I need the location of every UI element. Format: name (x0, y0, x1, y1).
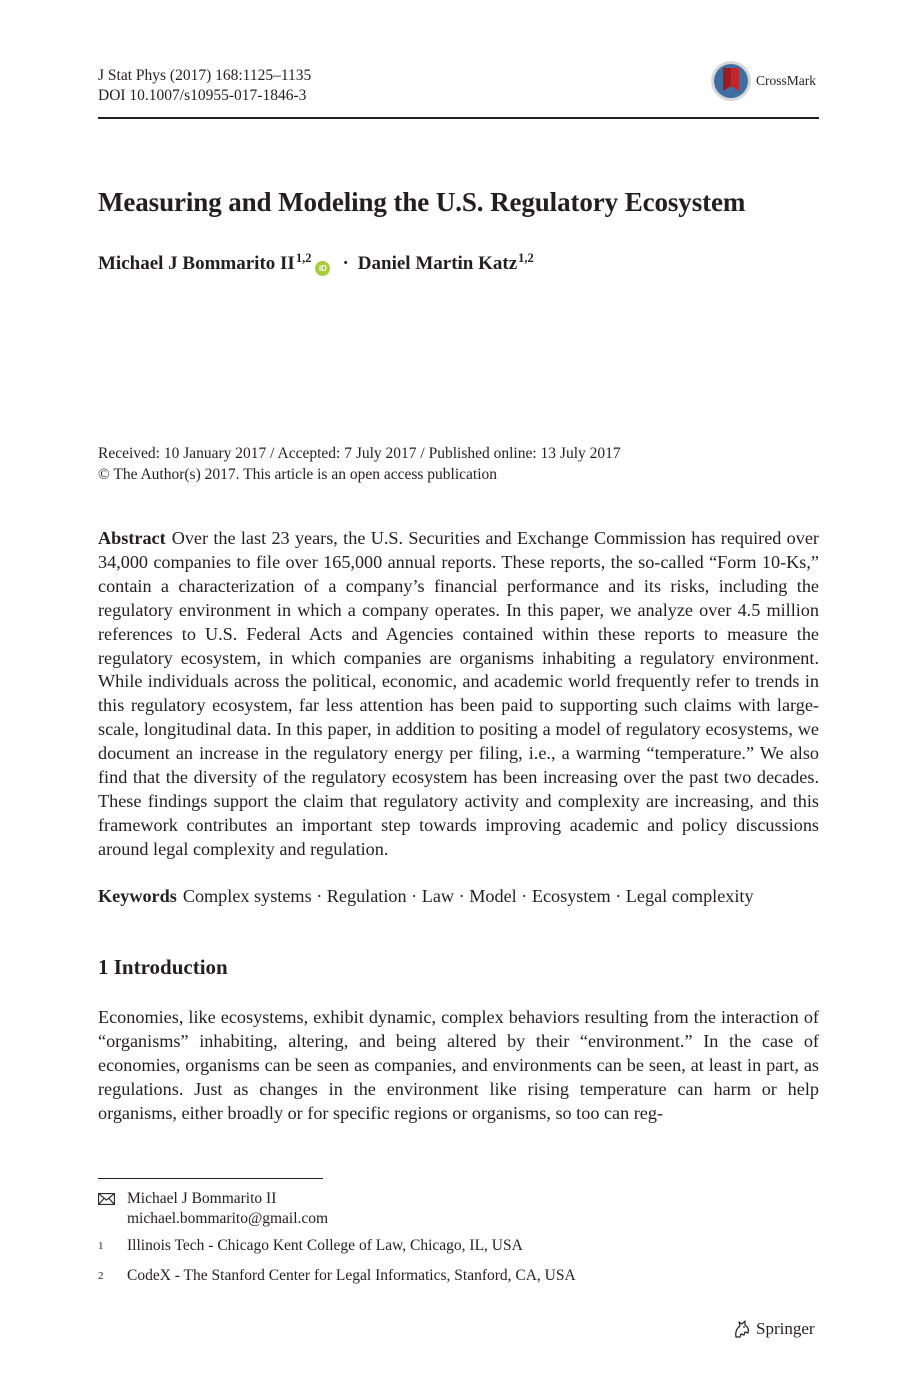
keywords (98, 884, 819, 908)
doi[interactable]: DOI 10.1007/s10955-017-1846-3 (98, 87, 307, 104)
paper-title: Measuring and Modeling the U.S. Regulatory Ecosystem (98, 187, 746, 217)
affiliation-mark: 2 (98, 1270, 104, 1282)
author-separator: · (342, 253, 349, 274)
section-title: Introduction (113, 955, 228, 979)
affiliation-2 (98, 1266, 576, 1291)
springer-horse-icon (732, 1319, 752, 1339)
history-line: Received: 10 January 2017 / Accepted: 7 July 2017 / Published online: 13 July 2017 (98, 445, 621, 462)
section-heading (98, 955, 228, 980)
envelope-icon (98, 1189, 127, 1211)
crossmark-icon (710, 60, 752, 102)
author-name[interactable]: Daniel Martin Katz (357, 253, 518, 274)
affiliation-text: Illinois Tech - Chicago Kent College of Law, Chicago, IL, USA (127, 1237, 523, 1254)
header-rule (98, 117, 819, 119)
footnote-rule (98, 1178, 323, 1179)
corresponding-email[interactable]: michael.bommarito@gmail.com (127, 1210, 329, 1227)
author-name[interactable]: Michael J Bommarito II (98, 253, 295, 274)
orcid-icon[interactable]: iD (315, 261, 330, 276)
journal-header (98, 66, 311, 106)
section-number: 1 (98, 955, 109, 979)
crossmark-badge[interactable] (710, 60, 816, 102)
abstract (98, 527, 819, 862)
keywords-label: Keywords (98, 886, 177, 906)
affiliation-1 (98, 1236, 523, 1261)
publisher-logo (732, 1319, 815, 1339)
keywords-text: Complex systems · Regulation · Law · Model · Ecosystem · Legal complexity (182, 886, 754, 906)
copyright-line: © The Author(s) 2017. This article is an open access publication (98, 466, 498, 483)
publication-dates (98, 443, 621, 485)
author-affil-mark: 1,2 (518, 251, 534, 265)
author-affil-mark: 1,2 (295, 251, 312, 265)
crossmark-label: CrossMark (756, 73, 816, 88)
publisher-name: Springer (756, 1319, 815, 1338)
affiliation-mark: 1 (98, 1240, 104, 1252)
abstract-text: Over the last 23 years, the U.S. Securities and Exchange Commission has required over 34,000 companies to file over 165,000 annual reports. These reports, the so-called “Form 10-Ks,” contain a characterization of a company’s financial performance and its risks, including the regulatory environment in which a company operates. In this paper, we analyze over 4.5 million references to U.S. Federal Acts and Agencies contained within these reports to measure the regulatory ecosystem, in which companies are organisms inhabiting a regulatory environment. While individuals across the political, economic, and academic world frequently refer to trends in this regulatory ecosystem, far less attention has been paid to supporting such claims with large-scale, longitudinal data. In this paper, in addition to positing a model of regulatory ecosystems, we document an increase in the regulatory energy per filing, i.e., a warming “temperature.” We also find that the diversity of the regulatory ecosystem has been increasing over the past two decades. These findings support the claim that regulatory activity and complexity are increasing, and this framework contributes an important step towards improving academic and policy discussions around legal complexity and regulation. (98, 528, 819, 859)
author-list (98, 253, 534, 275)
corresponding-author (98, 1189, 328, 1229)
intro-paragraph: Economies, like ecosystems, exhibit dynamic, complex behaviors resulting from the interaction of “organisms” inhabiting, altering, and being altered by their “environment.” In the case of economies, organisms can be seen as companies, and environments can be seen, at least in part, as regulations. Just as changes in the environment like rising temperature can harm or help organisms, either broadly or for specific regions or organisms, so too can reg- (98, 1007, 819, 1123)
journal-citation: J Stat Phys (2017) 168:1125–1135 (98, 67, 312, 84)
corresponding-name: Michael J Bommarito II (127, 1190, 277, 1207)
abstract-label: Abstract (98, 528, 166, 548)
affiliation-text: CodeX - The Stanford Center for Legal Informatics, Stanford, CA, USA (127, 1267, 576, 1284)
